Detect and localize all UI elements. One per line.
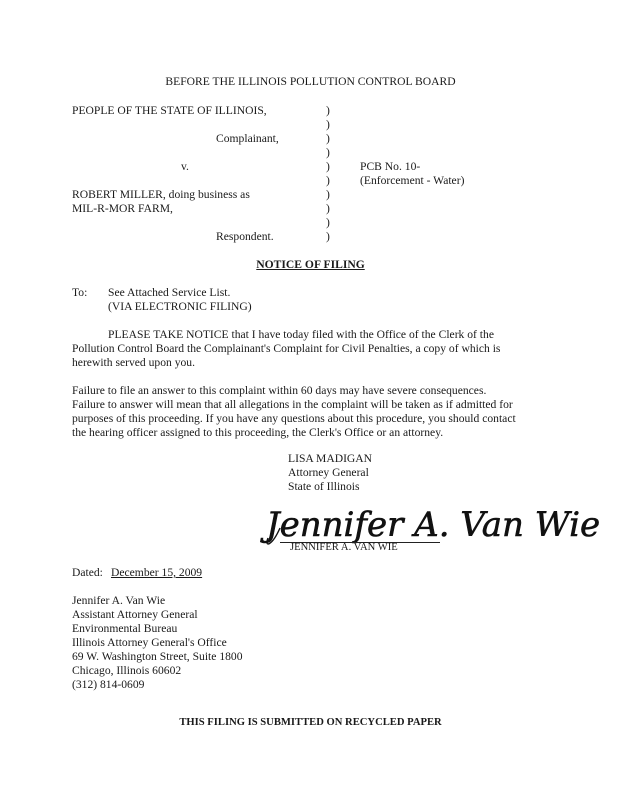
contact-line-5: 69 W. Washington Street, Suite 1800 xyxy=(72,650,243,663)
respondent-label: Respondent. xyxy=(216,230,274,243)
paragraph-2-line-1: Failure to file an answer to this complaint within 60 days may have severe consequences. xyxy=(72,384,487,397)
to-label: To: xyxy=(72,286,88,299)
paragraph-1-line-1: PLEASE TAKE NOTICE that I have today filed with the Office of the Clerk of the xyxy=(108,328,494,341)
notice-title: NOTICE OF FILING xyxy=(256,258,365,271)
contact-line-1: Jennifer A. Van Wie xyxy=(72,594,166,607)
complainant-label: Complainant, xyxy=(216,132,279,145)
plaintiff-name: PEOPLE OF THE STATE OF ILLINOIS, xyxy=(72,104,267,117)
paragraph-2-line-2: Failure to answer will mean that all allegations in the complaint will be taken as if admitted for xyxy=(72,398,513,411)
contact-line-6: Chicago, Illinois 60602 xyxy=(72,664,182,677)
contact-line-2: Assistant Attorney General xyxy=(72,608,198,621)
paragraph-1-line-2: Pollution Control Board the Complainant's Complaint for Civil Penalties, a copy of which is xyxy=(72,342,501,355)
to-line-1: See Attached Service List. xyxy=(108,286,231,299)
caption-paren: ) xyxy=(326,230,330,243)
caption-paren: ) xyxy=(326,118,330,131)
dated-label: Dated: xyxy=(72,566,103,579)
ag-state: State of Illinois xyxy=(288,480,360,493)
case-type: (Enforcement - Water) xyxy=(360,174,465,187)
case-number: PCB No. 10- xyxy=(360,160,421,173)
paragraph-2-line-4: the hearing officer assigned to this proceeding, the Clerk's Office or an attorney. xyxy=(72,426,444,439)
court-heading: BEFORE THE ILLINOIS POLLUTION CONTROL BOARD xyxy=(165,75,456,88)
paragraph-2-line-3: purposes of this proceeding. If you have any questions about this procedure, you should contact xyxy=(72,412,516,425)
caption-paren: ) xyxy=(326,216,330,229)
defendant-line-2: MIL-R-MOR FARM, xyxy=(72,202,173,215)
to-line-2: (VIA ELECTRONIC FILING) xyxy=(108,300,252,313)
defendant-line-1: ROBERT MILLER, doing business as xyxy=(72,188,250,201)
contact-line-3: Environmental Bureau xyxy=(72,622,178,635)
caption-paren: ) xyxy=(326,146,330,159)
signer-typed-name: JENNIFER A. VAN WIE xyxy=(290,542,398,553)
signature-text: Jennifer A. Van Wie xyxy=(266,505,601,545)
caption-paren: ) xyxy=(326,104,330,117)
recycled-paper-footer: THIS FILING IS SUBMITTED ON RECYCLED PAPER xyxy=(179,717,442,728)
contact-line-4: Illinois Attorney General's Office xyxy=(72,636,227,649)
caption-paren: ) xyxy=(326,132,330,145)
contact-line-7: (312) 814-0609 xyxy=(72,678,145,691)
ag-name: LISA MADIGAN xyxy=(288,452,373,465)
caption-paren: ) xyxy=(326,174,330,187)
caption-paren: ) xyxy=(326,160,330,173)
paragraph-1-line-3: herewith served upon you. xyxy=(72,356,195,369)
caption-paren: ) xyxy=(326,202,330,215)
versus-label: v. xyxy=(181,160,189,173)
dated-value: December 15, 2009 xyxy=(111,566,203,579)
ag-title: Attorney General xyxy=(288,466,369,479)
caption-paren: ) xyxy=(326,188,330,201)
